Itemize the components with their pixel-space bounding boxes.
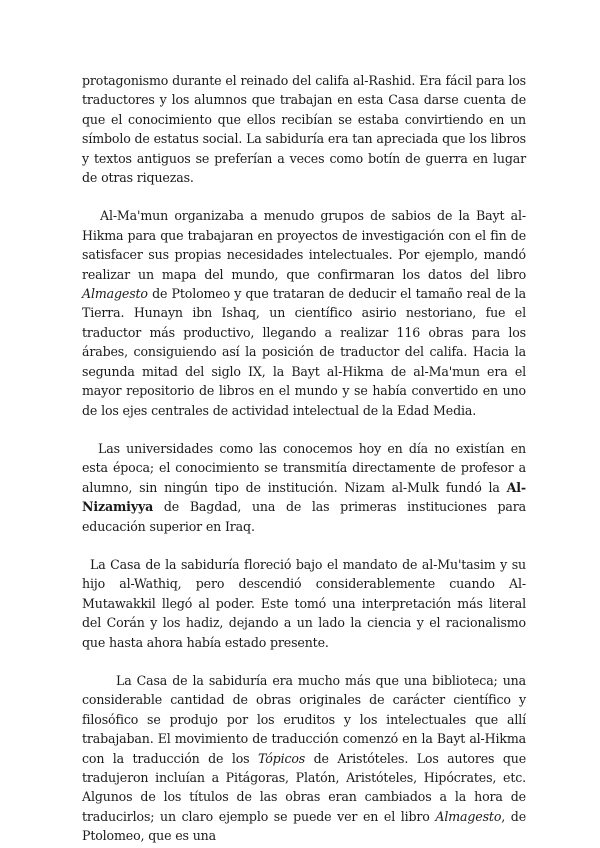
paragraph-5 [82,671,526,846]
text-run: La Casa de la sabiduría era mucho más que una biblioteca; una considerable cantidad de obras originales de carácter científico y filosófico se produjo por los eruditos y los intelectuales que allí trabajaban. El movimiento de traducción comenzó en la Bayt al-Hikma con la traducción de los [82,672,526,766]
book-title-almagesto: Almagesto [435,808,502,824]
document-page [82,71,526,846]
text-run: de Bagdad, una de las primeras instituciones para educación superior en Iraq. [82,499,526,534]
text-run: Al-Ma'mun organizaba a menudo grupos de sabios de la Bayt al-Hikma para que trabajaran en proyectos de investigación con el fin de satisfacer sus propias necesidades intelectuales. Por ejemplo, mandó realizar un mapa del mundo, que confirmaran los datos del libro [82,208,526,282]
paragraph-3 [82,439,526,536]
book-title-almagesto: Almagesto [82,286,148,302]
paragraph-2 [82,206,526,419]
text-run: , de Ptolomeo, que es una [82,808,526,844]
institution-name-al-nizamiyya: Al-Nizamiyya [82,479,526,515]
text-run: de Ptolomeo y que trataran de deducir el tamaño real de la Tierra. Hunayn ibn Ishaq, un científico asirio nestoriano, fue el traductor más productivo, llegando a realizar 116 obras para los árabes, consiguiendo así la posición de traductor del califa. Hacia la segunda mitad del siglo IX, la Bayt al-Hikma de al-Ma'mun era el mayor repositorio de libros en el mundo y se había convertido en uno de los ejes centrales de actividad intelectual de la Edad Media. [82,286,526,418]
text-run: Las universidades como las conocemos hoy en día no existían en esta época; el conocimiento se transmitía directamente de profesor a alumno, sin ningún tipo de institución. Nizam al-Mulk fundó la [82,440,526,495]
text-run: de Aristóteles. Los autores que tradujeron incluían a Pitágoras, Platón, Aristóteles, Hipócrates, etc. Algunos de los títulos de las obras eran cambiados a la hora de traducirlos; un claro ejemplo se puede ver en el libro [82,750,526,824]
paragraph-1 [82,71,526,187]
paragraph-4 [82,555,526,652]
book-title-topicos: Tópicos [257,750,306,766]
text-run: protagonismo durante el reinado del califa al-Rashid. Era fácil para los traductores y los alumnos que trabajan en esta Casa darse cuenta de que el conocimiento que ellos recibían se estaba convirtiendo en un símbolo de estatus social. La sabiduría era tan apreciada que los libros y textos antiguos se preferían a veces como botín de guerra en lugar de otras riquezas. [82,73,526,186]
text-run: La Casa de la sabiduría floreció bajo el mandato de al-Mu'tasim y su hijo al-Wathiq, pero descendió considerablemente cuando Al-Mutawakkil llegó al poder. Este tomó una interpretación más literal del Corán y los hadiz, dejando a un lado la ciencia y el racionalismo que hasta ahora había estado presente. [82,556,526,650]
